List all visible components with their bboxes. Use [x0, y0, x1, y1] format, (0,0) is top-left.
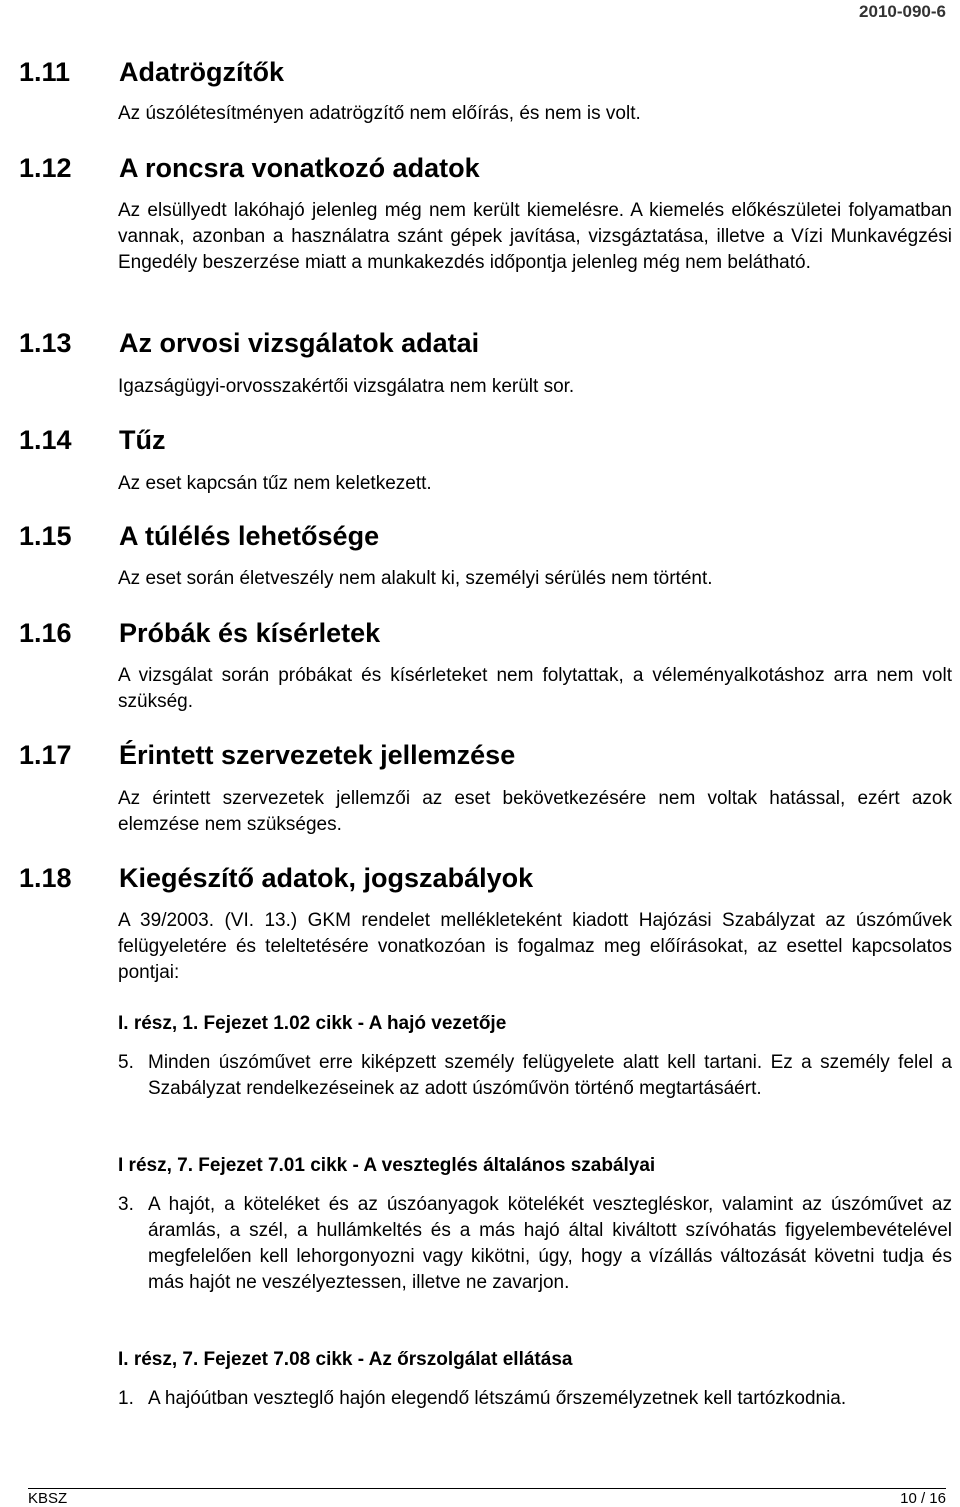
section-title: Próbák és kísérletek	[119, 618, 381, 648]
rule-item-number: 3.	[118, 1194, 134, 1215]
section-number: 1.12	[19, 153, 72, 183]
page-number: 10 / 16	[900, 1490, 946, 1507]
rule-item-text: Minden úszóművet erre kiképzett személy felügyelete alatt kell tartani. Ez a személy felel a Szabályzat rendelkezéseinek az adott úszóművön történő megtartásáért.	[148, 1052, 952, 1099]
section-text-1-16: A vizsgálat során próbákat és kísérleteket nem folytattak, a véleményalkotáshoz arra nem volt szükség.	[118, 665, 952, 712]
section-number: 1.18	[19, 863, 72, 893]
rule-item-number: 1.	[118, 1388, 134, 1409]
rule-item-number: 5.	[118, 1052, 134, 1073]
section-text-1-17: Az érintett szervezetek jellemzői az eset bekövetkezésére nem voltak hatással, ezért azok elemzése nem szükséges.	[118, 788, 952, 835]
section-title: Érintett szervezetek jellemzése	[119, 740, 516, 770]
section-text-1-15: Az eset során életveszély nem alakult ki, személyi sérülés nem történt.	[118, 568, 713, 589]
section-text-1-18: A 39/2003. (VI. 13.) GKM rendelet mellékleteként kiadott Hajózási Szabályzat az úszóművek felügyeletére és teleltetésére vonatkozóan is fogalmaz meg előírásokat, az esettel kapcsolatos pontjai:	[118, 910, 952, 983]
rule-heading: I. rész, 7. Fejezet 7.08 cikk - Az őrszolgálat ellátása	[118, 1349, 573, 1370]
rule-item-text: A hajóútban vesztegl​ő hajón elegendő létszámú őrszemélyzetnek kell tartózkodnia.	[148, 1388, 847, 1409]
section-number: 1.13	[19, 328, 72, 358]
section-title: A túlélés lehetősége	[119, 521, 380, 551]
section-number: 1.11	[19, 57, 71, 87]
section-number: 1.16	[19, 618, 72, 648]
section-title: Kiegészítő adatok, jogszabályok	[119, 863, 534, 893]
footer-organization: KBSZ	[28, 1490, 68, 1507]
footer-divider	[28, 1488, 946, 1489]
section-number: 1.17	[19, 740, 72, 770]
rule-heading: I rész, 7. Fejezet 7.01 cikk - A veszteglés általános szabályai	[118, 1155, 656, 1176]
rule-heading: I. rész, 1. Fejezet 1.02 cikk - A hajó vezetője	[118, 1013, 507, 1034]
section-text-1-11: Az úszólétesítményen adatrögzítő nem előírás, és nem is volt.	[118, 103, 641, 124]
section-title: Adatrögzítők	[119, 57, 284, 87]
section-title: A roncsra vonatkozó adatok	[119, 153, 480, 183]
section-title: Az orvosi vizsgálatok adatai	[119, 328, 480, 358]
section-title: Tűz	[119, 425, 166, 455]
section-text-1-14: Az eset kapcsán tűz nem keletkezett.	[118, 473, 432, 494]
document-id: 2010-090-6	[859, 2, 946, 21]
section-text-1-12: Az elsüllyedt lakóhajó jelenleg még nem került kiemelésre. A kiemelés előkészületei folyamatban vannak, azonban a használatra szánt gépek javítása, vizsgáztatása, illetve a Vízi Munkavégzési Engedély beszerzése miatt a munkakezdés időpontja jelenleg még nem belátható.	[118, 200, 952, 273]
rule-item-text: A hajót, a köteléket és az úszóanyagok kötelékét veszteglésk​or, valamint az úszóművet az áramlás, a szél, a hullámkeltés és a más hajó által kiváltott szívóhatás figyelembevételével megfelelően kell lehorgonyozni vagy kikötni, úgy, hogy a vízállás változását követni tudja és más hajót ne veszélyeztessen, illetve ne zavarjon.	[148, 1194, 952, 1293]
section-number: 1.15	[19, 521, 72, 551]
section-number: 1.14	[19, 425, 72, 455]
section-text-1-13: Igazságügyi-orvosszakértői vizsgálatra nem került sor.	[118, 376, 575, 397]
